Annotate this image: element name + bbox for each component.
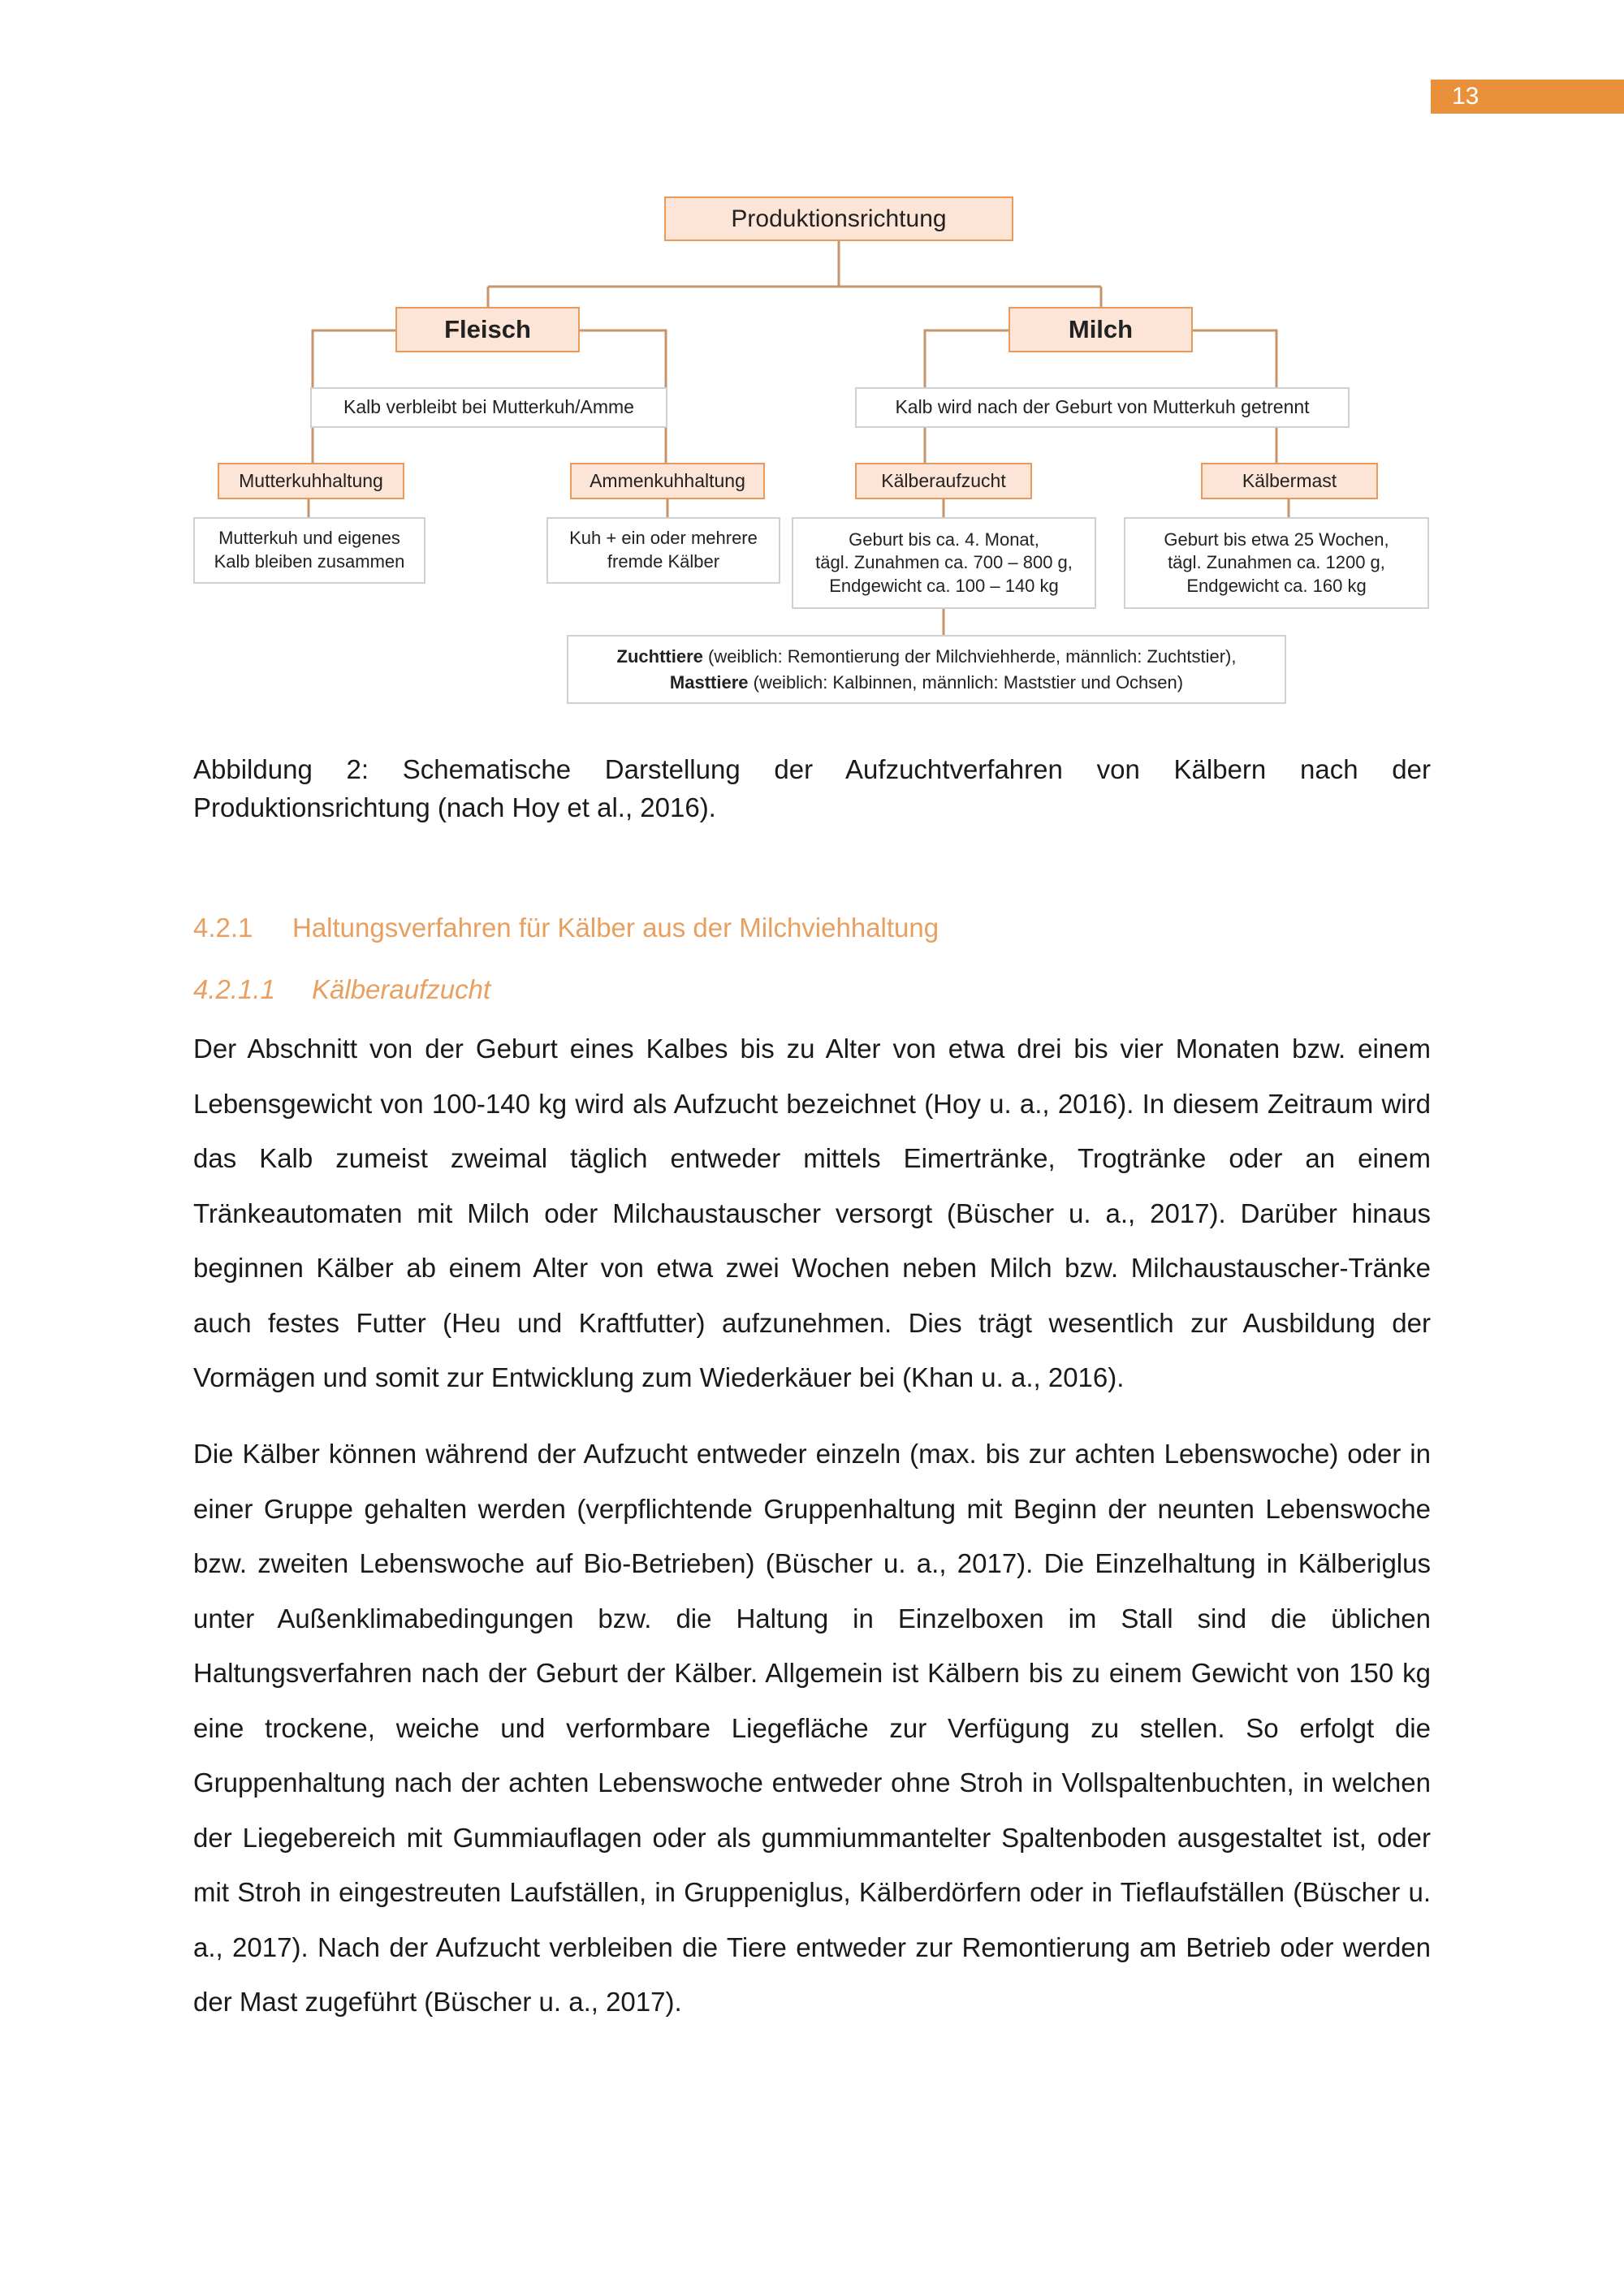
zucht-bold: Zuchttiere [616,645,703,667]
milch-group-label: Kalb wird nach der Geburt von Mutterkuh getrennt [895,396,1310,418]
milch-group-box [855,387,1350,428]
root-label: Produktionsrichtung [731,205,947,232]
ammenkuh-box [570,463,765,499]
mutterkuh-box [218,463,404,499]
ammenkuh-desc-line: fremde Kälber [607,551,720,572]
aufzucht-desc-line: Geburt bis ca. 4. Monat, [849,529,1039,550]
mast-bold: Masttiere [669,671,749,693]
fleisch-group-label: Kalb verbleibt bei Mutterkuh/Amme [343,396,634,418]
subsection-title: Kälberaufzucht [312,974,491,1004]
aufzucht-desc-line: Endgewicht ca. 100 – 140 kg [829,575,1059,596]
paragraph-2: Die Kälber können während der Aufzucht entweder einzeln (max. bis zur achten Lebenswoche) oder in einer Gruppe gehalten werden (verpflichtende Gruppenhaltung mit Beginn der neunten Lebenswoche bzw. zweiten Lebenswoche auf Bio-Betrieben) (Büscher u. a., 2017). Die Einzelhaltung in Kälberiglus unter Außenklimabedingungen bzw. die Haltung in Einzelboxen im Stall sind die üblichen Haltungsverfahren nach der Geburt der Kälber. Allgemein ist Kälbern bis zu einem Gewicht von 150 kg eine trockene, weiche und verformbare Liegefläche zur Verfügung zu stellen. So erfolgt die Gruppenhaltung nach der achten Lebenswoche entweder ohne Stroh in Vollspaltenbuchten, in welchen der Liegebereich mit Gummiauflagen oder als gummiummantelter Spaltenboden ausgestaltet ist, oder mit Stroh in eingestreuten Laufställen, in Gruppeniglus, Kälberdörfern oder in Tieflaufställen (Büscher u. a., 2017). Nach der Aufzucht verbleiben die Tiere entweder zur Remontierung am Betrieb oder werden der Mast zugeführt (Büscher u. a., 2017). [193,1439,1431,2017]
section-number: 4.2.1 [193,913,253,943]
section-title: Haltungsverfahren für Kälber aus der Milchviehhaltung [292,913,939,943]
zucht-text: (weiblich: Remontierung der Milchviehherde, männlich: Zuchtstier), [702,645,1237,667]
aufzucht-box [855,463,1032,499]
section-heading [193,913,939,943]
subsection-heading [193,974,490,1005]
fleisch-group-box [310,387,667,428]
subsection-number: 4.2.1.1 [193,974,275,1004]
mast-desc-line: tägl. Zunahmen ca. 1200 g, [1168,552,1385,573]
mast-text: (weiblich: Kalbinnen, männlich: Maststier und Ochsen) [748,671,1184,693]
mutterkuh-desc-box [193,517,425,584]
milch-box [1009,307,1193,352]
diagram-connectors [0,0,1624,731]
mutterkuh-desc-line: Mutterkuh und eigenes [218,528,400,549]
mast-desc-box [1124,517,1429,609]
caption-line-2: Produktionsrichtung (nach Hoy et al., 2016). [193,792,716,822]
milch-label: Milch [1068,314,1134,343]
zucht-mast-box [567,635,1286,704]
page-number: 13 [1431,80,1624,114]
mast-desc-line: Endgewicht ca. 160 kg [1186,575,1367,596]
mutterkuh-desc-line: Kalb bleiben zusammen [214,551,405,572]
ammenkuh-desc-line: Kuh + ein oder mehrere [569,528,758,549]
connector-root [488,241,1101,307]
mast-line [670,670,1183,696]
caption-line-1: Abbildung 2: Schematische Darstellung der Aufzuchtverfahren von Kälbern nach der [193,754,1431,784]
paragraph-1: Der Abschnitt von der Geburt eines Kalbes bis zu Alter von etwa drei bis vier Monaten bzw. einem Lebensgewicht von 100-140 kg wird als Aufzucht bezeichnet (Hoy u. a., 2016). In diesem Zeitraum wird das Kalb zumeist zweimal täglich entweder mittels Eimertränke, Trogtränke oder an einem Tränkeautomaten mit Milch oder Milchaustauscher versorgt (Büscher u. a., 2017). Darüber hinaus beginnen Kälber ab einem Alter von etwa zwei Wochen neben Milch bzw. Milchaustauscher-Tränke auch festes Futter (Heu und Kraftfutter) aufzunehmen. Dies trägt wesentlich zur Ausbildung der Vormägen und somit zur Entwicklung zum Wiederkäuer bei (Khan u. a., 2016). [193,1034,1431,1392]
fleisch-label: Fleisch [444,314,531,343]
mast-box [1201,463,1378,499]
production-diagram [0,0,1624,731]
mast-desc-line: Geburt bis etwa 25 Wochen, [1164,529,1389,550]
aufzucht-desc-line: tägl. Zunahmen ca. 700 – 800 g, [815,552,1073,573]
ammenkuh-label: Ammenkuhhaltung [590,469,745,491]
mast-label: Kälbermast [1242,469,1337,491]
fleisch-box [395,307,580,352]
figure-caption [193,750,1431,826]
mutterkuh-label: Mutterkuhhaltung [239,469,383,491]
aufzucht-desc-box [792,517,1096,609]
zucht-line [617,644,1237,670]
ammenkuh-desc-box [546,517,780,584]
aufzucht-label: Kälberaufzucht [881,469,1006,491]
root-box [664,196,1013,241]
